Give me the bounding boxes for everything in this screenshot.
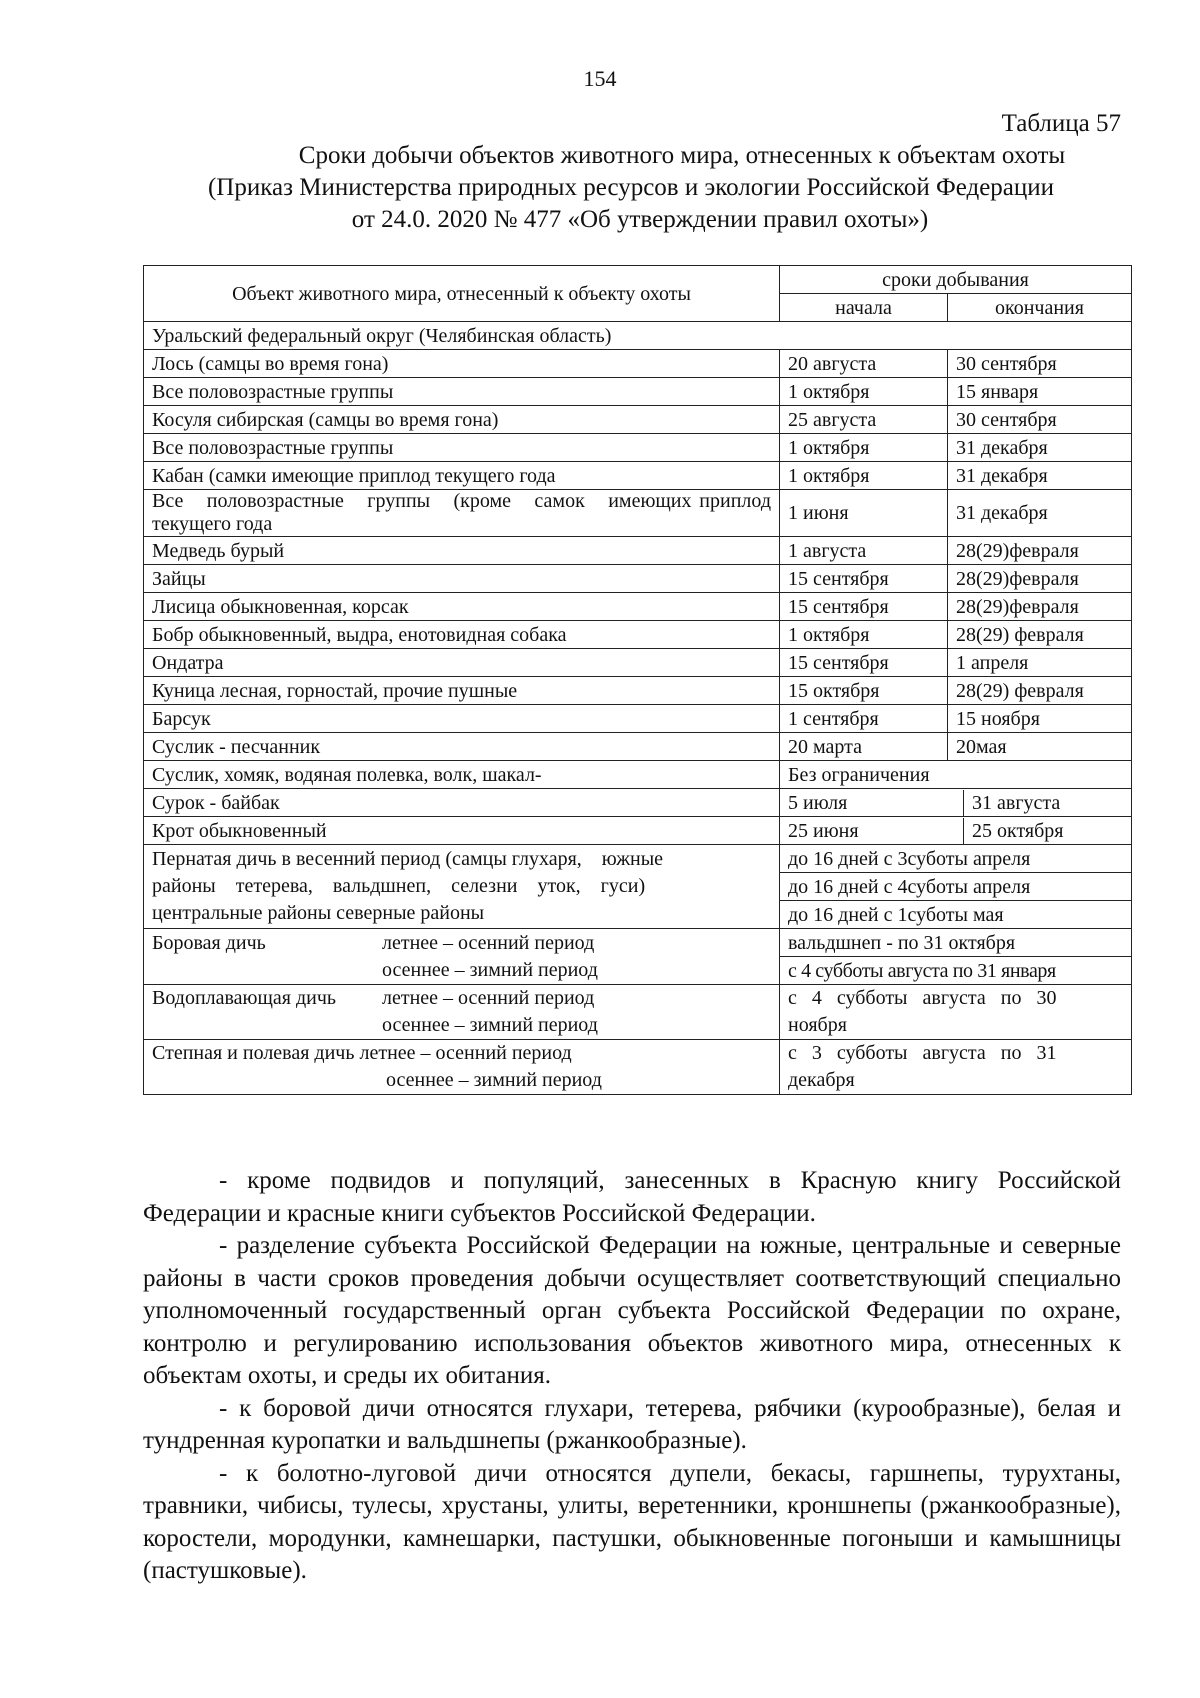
forest-period-2: с 4 субботы августа по 31 января — [780, 957, 1132, 985]
water-period — [780, 985, 1132, 1040]
row-start: 1 октября — [780, 462, 948, 490]
notes — [143, 1165, 1121, 1588]
row-start: 1 октября — [780, 621, 948, 649]
row-object: Ондатра — [144, 649, 780, 677]
table-row — [144, 705, 1132, 733]
table-row — [144, 649, 1132, 677]
feathered-period-3: до 16 дней с 1суботы мая — [780, 901, 1132, 929]
header-end: окончания — [948, 294, 1132, 322]
row-object: Суслик - песчанник — [144, 733, 780, 761]
row-object: Все половозрастные группы (кроме самок имеющих приплод текущего года — [144, 490, 780, 537]
row-end: 15 ноября — [948, 705, 1132, 733]
row-start: 15 октября — [780, 677, 948, 705]
note-paragraph: - разделение субъекта Российской Федерации на южные, центральные и северные районы в части сроков проведения добычи осуществляет соответствующий специально уполномоченный государственный орган субъекта Российской Федерации по охране, контролю и регулированию использования объектов животного мира, отнесенных к объектам охоты, и среды их обитания. — [143, 1232, 1121, 1389]
row-end: 31 августа — [972, 791, 1061, 814]
row-start: 1 июня — [780, 490, 948, 537]
note-paragraph: - к боровой дичи относятся глухари, тетерева, рябчики (курообразные), белая и тундренная куропатки и вальдшнепы (ржанкообразные). — [143, 1394, 1121, 1454]
row-object: Барсук — [144, 705, 780, 733]
table-row — [144, 350, 1132, 378]
row-object: Крот обыкновенный — [144, 817, 780, 845]
table-row — [144, 537, 1132, 565]
header-period: сроки добывания — [780, 266, 1132, 294]
row-object: Кабан (самки имеющие приплод текущего года — [144, 462, 780, 490]
unlimited-object: Суслик, хомяк, водяная полевка, волк, шакал- — [144, 761, 780, 789]
row-end: 28(29)февраля — [948, 593, 1132, 621]
row-end: 30 сентября — [948, 350, 1132, 378]
feathered-line-2: районы тетерева, вальдшнеп, селезни уток, гуси) — [152, 875, 646, 897]
row-end: 28(29) февраля — [948, 677, 1132, 705]
feathered-period-1: до 16 дней с 3суботы апреля — [780, 845, 1132, 873]
table-row — [144, 621, 1132, 649]
hunting-periods-table — [143, 265, 1132, 1095]
title-line-3: от 24.0. 2020 № 477 «Об утверждении правил охоты») — [351, 206, 929, 233]
title-line-1: Сроки добычи объектов животного мира, отнесенных к объектам охоты — [298, 142, 1066, 169]
table-row — [144, 677, 1132, 705]
steppe-season-2: осеннее – зимний период — [386, 1069, 602, 1091]
feathered-period-2: до 16 дней с 4суботы апреля — [780, 873, 1132, 901]
table-row — [144, 593, 1132, 621]
row-object: Сурок - байбак — [144, 789, 780, 817]
table-row — [144, 789, 1132, 817]
header-object: Объект животного мира, отнесенный к объекту охоты — [144, 266, 780, 322]
row-object: Косуля сибирская (самцы во время гона) — [144, 406, 780, 434]
table-label: Таблица 57 — [1001, 110, 1121, 137]
unlimited-period: Без ограничения — [780, 761, 1132, 789]
row-end: 31 декабря — [948, 490, 1132, 537]
table-body-species — [144, 350, 1132, 761]
table-row — [144, 434, 1132, 462]
row-end: 31 декабря — [948, 462, 1132, 490]
row-end: 30 сентября — [948, 406, 1132, 434]
steppe-period — [780, 1040, 1132, 1095]
row-start: 1 октября — [780, 378, 948, 406]
water-season-2: осеннее – зимний период — [382, 1014, 598, 1036]
steppe-period-2: декабря — [788, 1069, 855, 1091]
steppe-period-1: с 3 субботы августа по 31 — [788, 1042, 1057, 1064]
row-start: 15 сентября — [780, 593, 948, 621]
forest-season-1: летнее – осенний период — [382, 931, 595, 954]
row-end: 15 января — [948, 378, 1132, 406]
water-name: Водоплавающая дичь — [152, 987, 337, 1009]
feathered-line-3: центральные районы северные районы — [152, 902, 485, 924]
row-end: 1 апреля — [948, 649, 1132, 677]
feathered-object — [144, 845, 780, 929]
forest-period-1: вальдшнеп - по 31 октября — [780, 929, 1132, 957]
title-line-2: (Приказ Министерства природных ресурсов и экологии Российской Федерации — [207, 174, 1055, 201]
row-start: 1 сентября — [780, 705, 948, 733]
header-start: начала — [780, 294, 948, 322]
note-paragraph: - к болотно-луговой дичи относятся дупели, бекасы, гаршнепы, турухтаны, травники, чибисы, тулесы, хрустаны, улиты, веретенники, кроншнепы (ржанкообразные), коростели, мородунки, камнешарки, пастушки, обыкновенные погоныши и камышницы (пастушковые). — [143, 1459, 1121, 1584]
row-start: 25 июня — [780, 818, 964, 844]
note-paragraph: - кроме подвидов и популяций, занесенных в Красную книгу Российской Федерации и красные книги субъектов Российской Федерации. — [143, 1167, 1121, 1227]
forest-name: Боровая дичь — [152, 931, 266, 954]
row-start: 15 сентября — [780, 565, 948, 593]
water-period-1: с 4 субботы августа по 30 — [788, 987, 1057, 1009]
document-title — [142, 140, 1120, 236]
forest-season-2: осеннее – зимний период — [382, 958, 598, 981]
row-object: Куница лесная, горностай, прочие пушные — [144, 677, 780, 705]
row-start: 1 августа — [780, 537, 948, 565]
region-row: Уральский федеральный округ (Челябинская область) — [144, 322, 1132, 350]
row-end: 28(29)февраля — [948, 537, 1132, 565]
table-row — [144, 378, 1132, 406]
row-object: Медведь бурый — [144, 537, 780, 565]
forest-object — [144, 929, 780, 985]
row-end: 28(29) февраля — [948, 621, 1132, 649]
row-start: 15 сентября — [780, 649, 948, 677]
table-row — [144, 490, 1132, 537]
steppe-name: Степная и полевая дичь летнее – осенний период — [152, 1042, 572, 1064]
row-start: 25 августа — [780, 406, 948, 434]
row-end: 28(29)февраля — [948, 565, 1132, 593]
row-start: 20 августа — [780, 350, 948, 378]
row-end: 20мая — [948, 733, 1132, 761]
row-start: 1 октября — [780, 434, 948, 462]
row-object: Все половозрастные группы — [144, 434, 780, 462]
table-row — [144, 817, 1132, 845]
table-row — [144, 565, 1132, 593]
row-object: Все половозрастные группы — [144, 378, 780, 406]
row-object: Бобр обыкновенный, выдра, енотовидная собака — [144, 621, 780, 649]
row-end: 25 октября — [972, 819, 1064, 842]
page-number: 154 — [583, 66, 617, 91]
row-start: 5 июля — [780, 790, 964, 816]
table-row — [144, 462, 1132, 490]
table-row — [144, 733, 1132, 761]
water-season-1: летнее – осенний период — [382, 987, 595, 1009]
steppe-object — [144, 1040, 780, 1095]
water-period-2: ноября — [788, 1014, 847, 1036]
row-object: Лось (самцы во время гона) — [144, 350, 780, 378]
row-end: 31 декабря — [948, 434, 1132, 462]
row-object: Лисица обыкновенная, корсак — [144, 593, 780, 621]
row-object: Зайцы — [144, 565, 780, 593]
water-object — [144, 985, 780, 1040]
table-row — [144, 406, 1132, 434]
row-start: 20 марта — [780, 733, 948, 761]
feathered-line-1: Пернатая дичь в весенний период (самцы глухаря, южные — [152, 848, 664, 870]
